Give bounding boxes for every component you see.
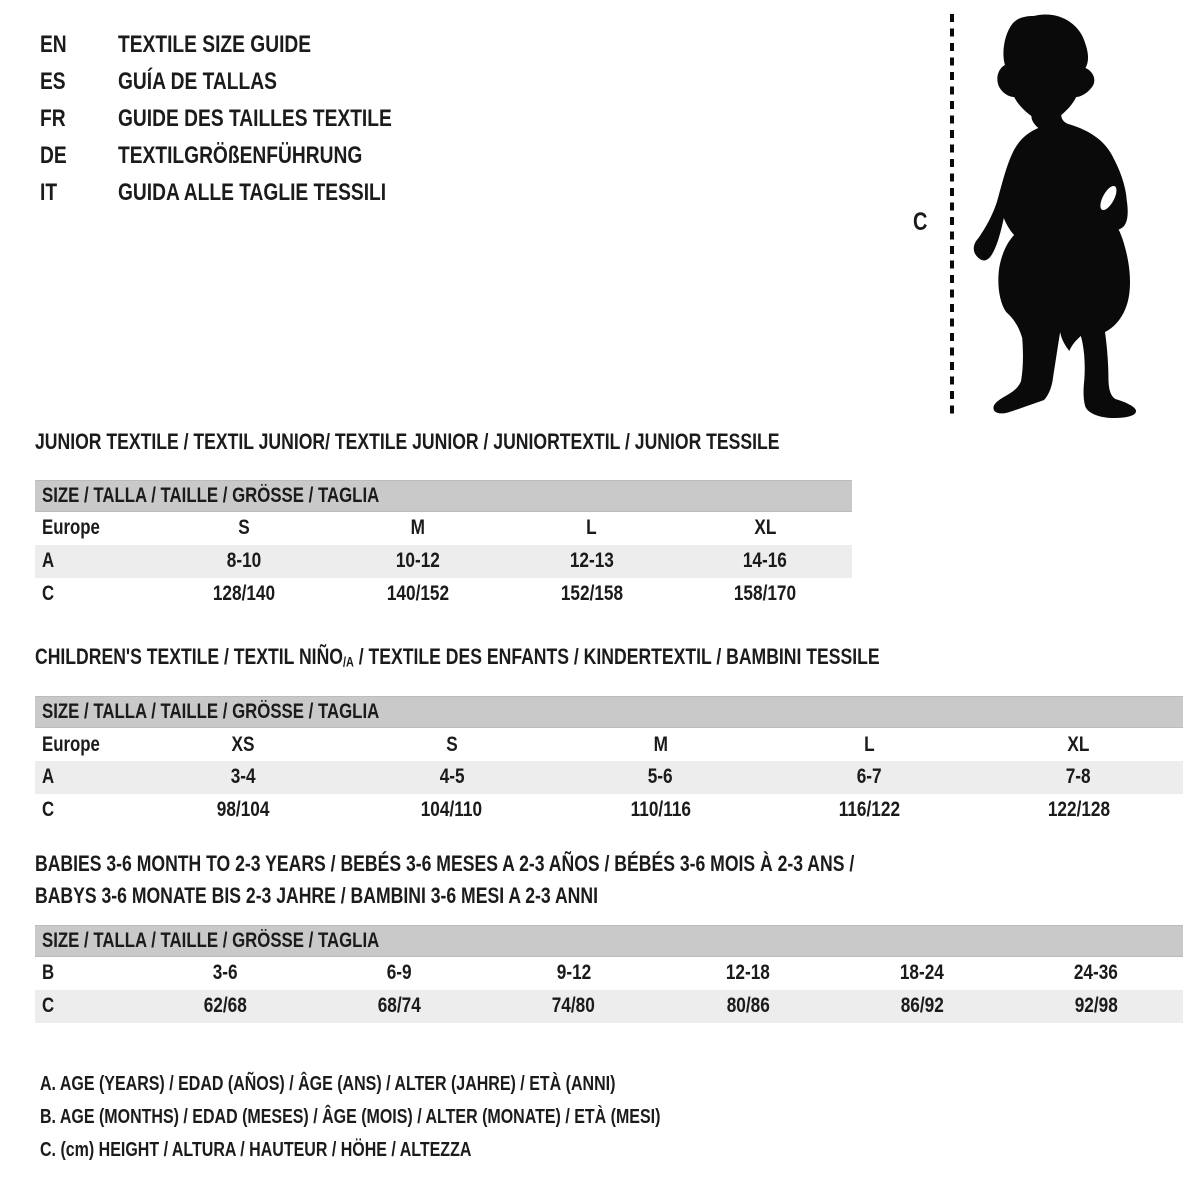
value-cell: 10-12 bbox=[395, 549, 440, 572]
value-cell: 12-18 bbox=[725, 961, 770, 985]
babies-section-title bbox=[35, 848, 1183, 912]
size-header-bar: SIZE / TALLA / TAILLE / GRÖSSE / TAGLIA bbox=[35, 926, 1183, 957]
row-label: Europe bbox=[42, 732, 100, 756]
value-cell: 12-13 bbox=[569, 549, 614, 572]
language-code: FR bbox=[40, 105, 66, 132]
value-cell: 92/98 bbox=[1074, 994, 1118, 1017]
value-cell: 5-6 bbox=[648, 765, 674, 789]
value-cell: 74/80 bbox=[552, 994, 596, 1017]
table-row-region bbox=[35, 512, 852, 545]
value-cell: 4-5 bbox=[439, 765, 465, 789]
guide-title: GUIDE DES TAILLES TEXTILE bbox=[118, 105, 392, 132]
language-row-it bbox=[40, 174, 460, 211]
height-measure-label: C bbox=[913, 208, 928, 236]
value-cell: 6-9 bbox=[387, 961, 412, 985]
children-title-sub: /A bbox=[342, 654, 354, 670]
size-cell: S bbox=[445, 732, 458, 756]
table-row-region bbox=[35, 728, 1183, 761]
value-cell: 3-4 bbox=[230, 765, 256, 789]
row-label: A bbox=[42, 765, 55, 789]
guide-title: GUIDA ALLE TAGLIE TESSILI bbox=[118, 179, 387, 206]
language-row-fr bbox=[40, 100, 460, 137]
value-cell: 62/68 bbox=[203, 994, 247, 1017]
language-code: EN bbox=[40, 31, 67, 58]
section-babies-textile bbox=[35, 848, 1183, 1023]
children-size-table bbox=[35, 696, 1183, 827]
language-code: IT bbox=[40, 179, 58, 206]
value-cell: 24-36 bbox=[1073, 961, 1119, 985]
language-row-de bbox=[40, 137, 460, 174]
children-title-rest: / TEXTILE DES ENFANTS / KINDERTEXTIL / BAMBINI TESSILE bbox=[353, 644, 880, 669]
language-title-list bbox=[40, 26, 460, 211]
value-cell: 110/116 bbox=[630, 798, 691, 822]
language-code: ES bbox=[40, 68, 66, 95]
language-code: DE bbox=[40, 142, 67, 169]
row-label: C bbox=[42, 582, 55, 605]
size-header-bar: SIZE / TALLA / TAILLE / GRÖSSE / TAGLIA bbox=[35, 481, 852, 512]
size-cell: XL bbox=[1067, 732, 1090, 756]
measurement-legend bbox=[40, 1068, 816, 1167]
toddler-silhouette-graphic bbox=[905, 8, 1165, 426]
guide-title: TEXTILGRÖßENFÜHRUNG bbox=[118, 142, 363, 169]
value-cell: 86/92 bbox=[900, 994, 944, 1017]
toddler-silhouette bbox=[974, 14, 1136, 418]
table-row-age bbox=[35, 545, 852, 578]
value-cell: 8-10 bbox=[227, 549, 262, 572]
value-cell: 104/110 bbox=[421, 798, 483, 822]
size-cell: XL bbox=[754, 516, 777, 540]
legend-line-c: C. (cm) HEIGHT / ALTURA / HAUTEUR / HÖHE / ALTEZZA bbox=[40, 1139, 472, 1161]
size-cell: M bbox=[410, 516, 426, 540]
value-cell: 7-8 bbox=[1066, 765, 1091, 789]
row-label: Europe bbox=[42, 516, 100, 540]
legend-line-b: B. AGE (MONTHS) / EDAD (MESES) / ÂGE (MOIS) / ALTER (MONATE) / ETÀ (MESI) bbox=[40, 1106, 661, 1128]
size-cell: XS bbox=[231, 732, 255, 756]
value-cell: 140/152 bbox=[386, 582, 450, 605]
value-cell: 18-24 bbox=[899, 961, 944, 985]
row-label: C bbox=[42, 798, 55, 822]
value-cell: 14-16 bbox=[743, 549, 788, 572]
babies-size-table bbox=[35, 925, 1183, 1023]
children-title-main: CHILDREN'S TEXTILE / TEXTIL NIÑO bbox=[35, 644, 343, 669]
babies-title-line2: BABYS 3-6 MONATE BIS 2-3 JAHRE / BAMBINI 3-6 MESI A 2-3 ANNI bbox=[35, 883, 598, 908]
size-cell: M bbox=[653, 732, 668, 756]
language-row-es bbox=[40, 63, 460, 100]
value-cell: 128/140 bbox=[213, 582, 276, 605]
value-cell: 6-7 bbox=[857, 765, 882, 789]
table-row-age-months bbox=[35, 957, 1183, 990]
language-row-en bbox=[40, 26, 460, 63]
value-cell: 116/122 bbox=[838, 798, 901, 822]
section-junior-textile bbox=[35, 430, 852, 611]
value-cell: 152/158 bbox=[560, 582, 623, 605]
guide-title: TEXTILE SIZE GUIDE bbox=[118, 31, 312, 58]
value-cell: 9-12 bbox=[556, 961, 591, 985]
size-cell: L bbox=[586, 516, 597, 540]
row-label: B bbox=[42, 961, 55, 985]
table-row-age bbox=[35, 761, 1183, 794]
table-row-height bbox=[35, 794, 1183, 827]
height-figure bbox=[905, 8, 1165, 426]
value-cell: 80/86 bbox=[726, 994, 770, 1017]
value-cell: 68/74 bbox=[377, 994, 422, 1017]
table-row-height bbox=[35, 578, 852, 611]
row-label: A bbox=[42, 549, 55, 572]
table-row-height bbox=[35, 990, 1183, 1023]
value-cell: 3-6 bbox=[212, 961, 238, 985]
babies-title-line1: BABIES 3-6 MONTH TO 2-3 YEARS / BEBÉS 3-6 MESES A 2-3 AÑOS / BÉBÉS 3-6 MOIS À 2-3 ANS / bbox=[35, 851, 855, 876]
value-cell: 158/170 bbox=[734, 582, 797, 605]
guide-title: GUÍA DE TALLAS bbox=[118, 68, 277, 95]
junior-size-table bbox=[35, 480, 852, 611]
size-cell: S bbox=[238, 516, 251, 540]
size-header-bar: SIZE / TALLA / TAILLE / GRÖSSE / TAGLIA bbox=[35, 697, 1183, 728]
children-section-title bbox=[35, 645, 1183, 674]
legend-line-a: A. AGE (YEARS) / EDAD (AÑOS) / ÂGE (ANS) / ALTER (JAHRE) / ETÀ (ANNI) bbox=[40, 1073, 616, 1095]
row-label: C bbox=[42, 994, 55, 1017]
section-childrens-textile bbox=[35, 645, 1183, 827]
value-cell: 98/104 bbox=[216, 798, 270, 822]
value-cell: 122/128 bbox=[1047, 798, 1110, 822]
size-cell: L bbox=[864, 732, 875, 756]
junior-section-title: JUNIOR TEXTILE / TEXTIL JUNIOR/ TEXTILE JUNIOR / JUNIORTEXTIL / JUNIOR TESSILE bbox=[35, 429, 780, 454]
